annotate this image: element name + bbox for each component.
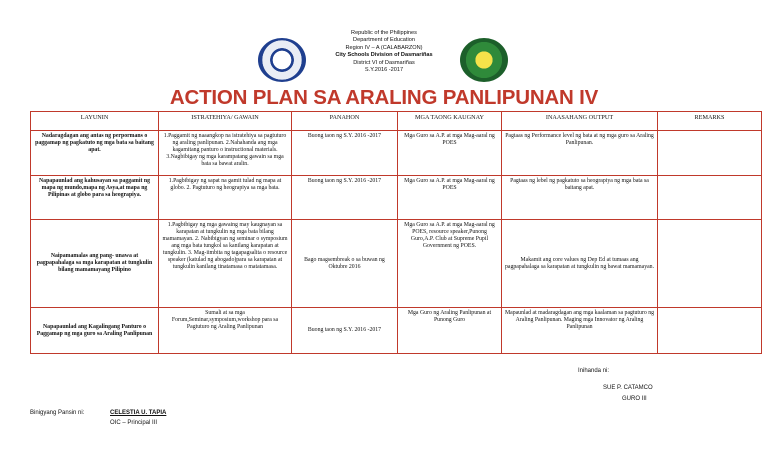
noted-by-name: CELESTIA U. TAPIA [110,410,167,416]
col-header-output: INAASAHANG OUTPUT [502,112,658,131]
table-row [31,176,762,220]
table-header-row [31,112,762,131]
cell-output: Pagtaas ng lebel ng pagkatuto sa heograpiya ng mga bata sa baitang apat. [502,176,658,220]
letterhead [0,30,768,74]
cell-istratehiya: 1.Pagbibigay ng sapat na gamit tulad ng mapa at globo. 2. Pagtuturo ng heograpiya sa mga bata. [159,176,292,220]
cell-layunin: Napapaunlad ang kahusayan sa paggamit ng mapa ng mundo,mapa ng Asya,at mapa ng Pilipinas at globo para sa heograpiya. [31,176,159,220]
prepared-by-name: SUE P. CATAMCO [603,385,653,391]
col-header-taong-kaugnay: MGA TAONG KAUGNAY [398,112,502,131]
cell-output: Pagtaas ng Performance level ng bata at ng mga guro sa Araling Panlipunan. [502,131,658,176]
cell-panahon: Buong taon ng S.Y. 2016 -2017 [292,176,398,220]
table-row [31,131,762,176]
cell-layunin: Naipamamalas ang pang- unawa at pagpapahalaga sa mga karapatan at tungkulin bilang mamamayang Pilipino [31,220,159,308]
cell-taong-kaugnay: Mga Guro sa A.P. at mga Mag-aaral ng POES [398,131,502,176]
cell-taong-kaugnay: Mga Guro ng Araling Panlipunan at Punong Guro [398,308,502,354]
document-title: ACTION PLAN SA ARALING PANLIPUNAN IV [169,86,599,109]
cell-remarks [658,176,762,220]
prepared-by-position: GURO III [622,396,647,402]
header-line-division: City Schools Division of Dasmariñas [335,52,433,59]
header-line-district: District VI of Dasmariñas [353,59,415,66]
table-row [31,308,762,354]
cell-istratehiya: Sumali at sa mga Forum,Seminar,symposium,workshop para sa Pagtuturo ng Araling Panlipunan [159,308,292,354]
cell-istratehiya: 1.Pagbibigay ng mga gawaing may kaugnayan sa karapatan at tungkulin ng mga bata bilang mamamayan. 2. Nabibigyan ng seminar o symposium ang mga bata tungkol sa kanilang karapatan at tungkulin. 3. Mag-iimbita ng tagapagsalita o resource speaker (katulad ng abogado)para sa karapatan at tungkulin kanilang tinatamasa o matatamasa. [159,220,292,308]
cell-taong-kaugnay: Mga Guro sa A.P. at mga Mag-aaral ng POES [398,176,502,220]
header-line-deped: Department of Education [353,37,415,44]
cell-layunin: Nadaragdagan ang antas ng perpormans o paggamap ng pagkatuto ng mga bata sa baitang apat. [31,131,159,176]
cell-panahon: Buong taon ng S.Y. 2016 -2017 [292,308,398,354]
school-seal-left-logo [258,38,306,82]
col-header-remarks: REMARKS [658,112,762,131]
cell-output: Mapaunlad at madaragdagan ang mga kaalaman sa pagtuturo ng Araling Panlipunan. Maging mga Innovator ng Araling Panlipunan [502,308,658,354]
cell-remarks [658,308,762,354]
header-line-region: Region IV – A (CALABARZON) [345,44,423,51]
col-header-panahon: PANAHON [292,112,398,131]
col-header-istratehiya: ISTRATEHIYA/ GAWAIN [159,112,292,131]
cell-taong-kaugnay: Mga Guro sa A.P. at mga Mag-aaral ng POES, resource speaker,Punong Guro,A.P. Club at Supreme Pupil Government ng POES. [398,220,502,308]
header-line-school-year: S.Y.2016 -2017 [364,67,404,74]
division-seal-right-logo [460,38,508,82]
prepared-by-label: Inihanda ni: [578,368,610,374]
col-header-layunin: LAYUNIN [31,112,159,131]
cell-remarks [658,220,762,308]
cell-layunin: Napapaunlad ang Kagalingang Panturo o Paggamap ng mga guro sa Araling Panlipunan [31,308,159,354]
cell-output: Makamit ang core values ng Dep Ed at tumaas ang pagpapahalaga sa karapatan at tungkulin ng bawat mamamayan. [502,220,658,308]
table-row [31,220,762,308]
action-plan-table [30,111,762,354]
noted-by-position: OIC – Principal III [110,420,158,426]
header-line-republic: Republic of the Philippines [351,30,417,36]
cell-remarks [658,131,762,176]
noted-by-label: Binigyang Pansin ni: [30,410,85,416]
cell-istratehiya: 1.Paggamit ng naaangkop na istratehiya sa pagtuturo ng araling panlipunan. 2.Nahahanda ang mga kagamitang panturo o instructional materials. 3.Nagbibigay ng mga karampatang gawain sa mga bata sa bawat aralin. [159,131,292,176]
cell-panahon: Bago magsembreak o sa buwan ng Oktubre 2016 [292,220,398,308]
cell-panahon: Buong taon ng S.Y. 2016 -2017 [292,131,398,176]
